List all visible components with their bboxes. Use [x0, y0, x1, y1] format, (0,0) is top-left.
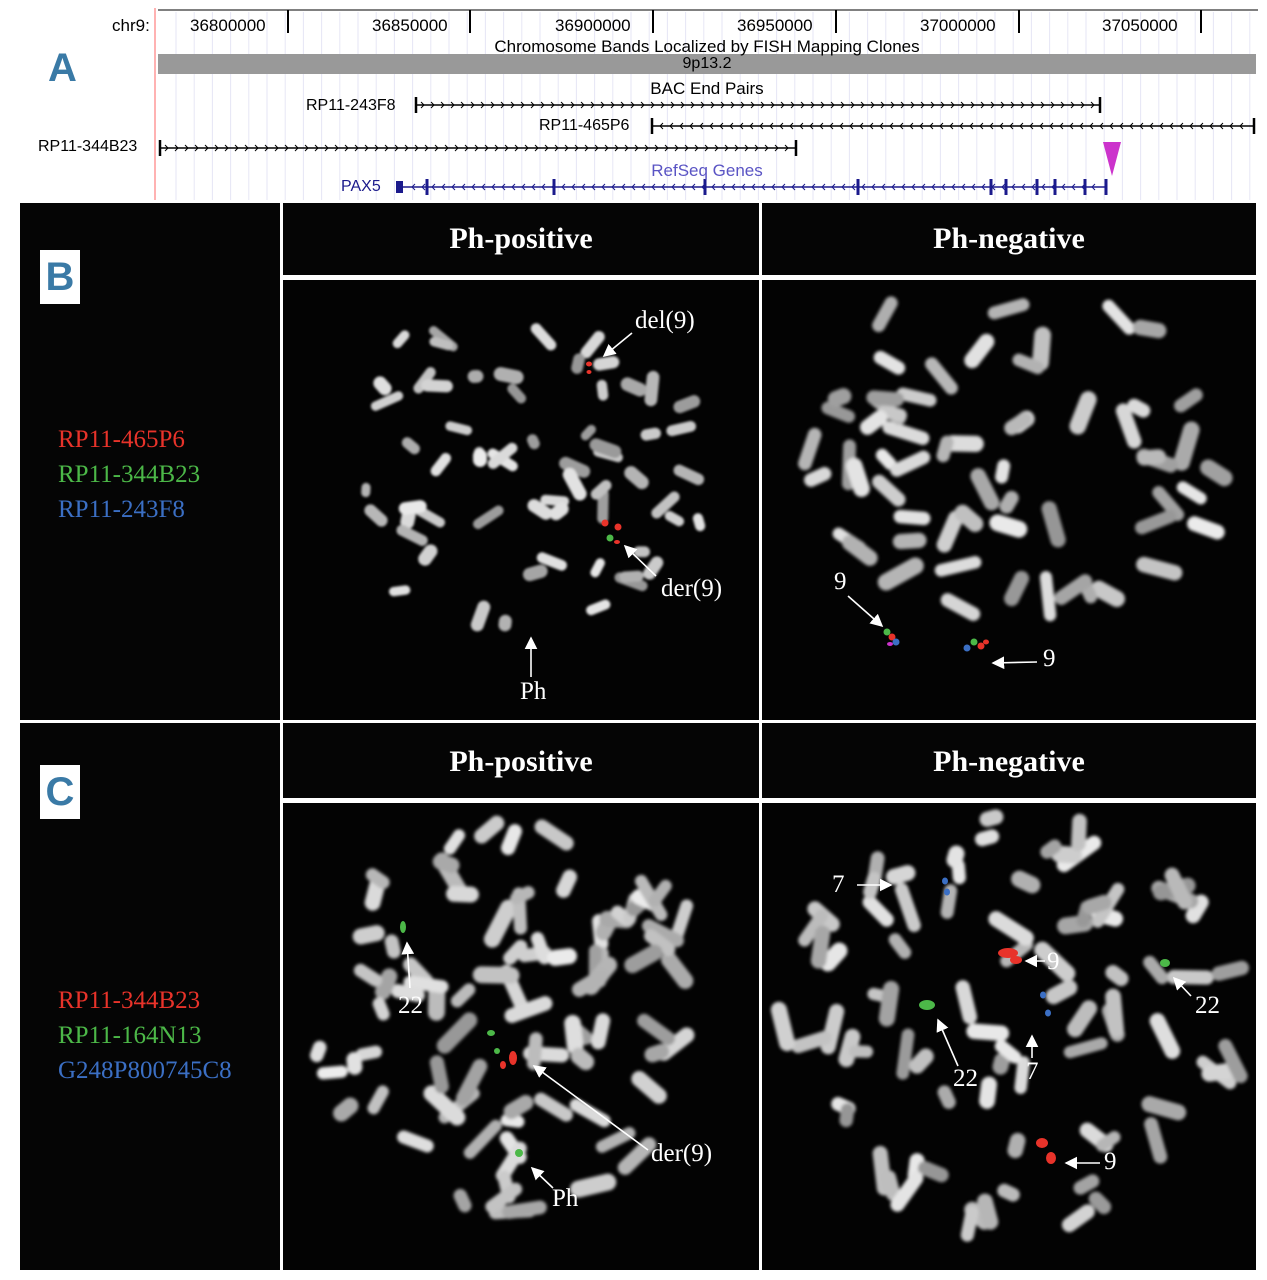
label-chr22: 22 [953, 1065, 978, 1092]
position-37050000: 37050000 [1102, 16, 1178, 35]
label-chr9: 9 [1043, 645, 1056, 672]
position-36850000: 36850000 [372, 16, 448, 35]
header-c-ph-positive: Ph-positive [449, 745, 593, 778]
chrom-label: chr9: [112, 16, 150, 35]
header-c-ph-negative: Ph-negative [933, 745, 1085, 778]
clone-label-rp11-243f8: RP11-243F8 [306, 97, 396, 114]
label-ph: Ph [520, 678, 547, 705]
label-chr7: 7 [832, 871, 845, 898]
legend-c [58, 983, 232, 1088]
position-37000000: 37000000 [920, 16, 996, 35]
label-chr7: 7 [1026, 1058, 1039, 1085]
clone-label-rp11-465p6: RP11-465P6 [539, 117, 630, 134]
track-title-bac: BAC End Pairs [650, 79, 764, 98]
label-ph: Ph [552, 1185, 579, 1212]
metaphase-image-b-positive [283, 280, 759, 720]
track-title-bands: Chromosome Bands Localized by FISH Mapping Clones [494, 37, 920, 56]
metaphase-image-c-positive [283, 803, 759, 1270]
label-der9: der(9) [651, 1140, 713, 1167]
position-36950000: 36950000 [737, 16, 813, 35]
panel-label-b: B [45, 255, 75, 299]
legend-b-blue: RP11-243F8 [58, 496, 185, 523]
panel-label-a: A [48, 46, 77, 90]
legend-c-green: RP11-164N13 [58, 1022, 202, 1049]
label-chr9: 9 [1047, 948, 1060, 975]
divider [20, 720, 1256, 723]
panel-label-c: C [45, 770, 75, 814]
gene-label-pax5: PAX5 [341, 178, 381, 195]
label-chr22: 22 [398, 992, 423, 1019]
header-b-ph-positive: Ph-positive [449, 222, 593, 255]
genome-browser-panel [0, 0, 1267, 200]
position-36800000: 36800000 [190, 16, 266, 35]
clone-label-rp11-344b23: RP11-344B23 [38, 138, 138, 155]
legend-c-red: RP11-344B23 [58, 987, 201, 1014]
header-b-ph-negative: Ph-negative [933, 222, 1085, 255]
band-name: 9p13.2 [682, 55, 732, 72]
metaphase-image-b-negative [762, 280, 1256, 720]
position-36900000: 36900000 [555, 16, 631, 35]
label-chr9: 9 [1104, 1148, 1117, 1175]
label-chr22: 22 [1195, 992, 1220, 1019]
label-chr9: 9 [834, 568, 847, 595]
label-del9: del(9) [635, 307, 695, 334]
label-der9: der(9) [661, 575, 723, 602]
legend-c-blue: G248P800745C8 [58, 1057, 232, 1084]
track-title-refseq: RefSeq Genes [651, 161, 763, 180]
legend-b-red: RP11-465P6 [58, 426, 185, 453]
legend-b-green: RP11-344B23 [58, 461, 201, 488]
legend-b [58, 422, 200, 527]
